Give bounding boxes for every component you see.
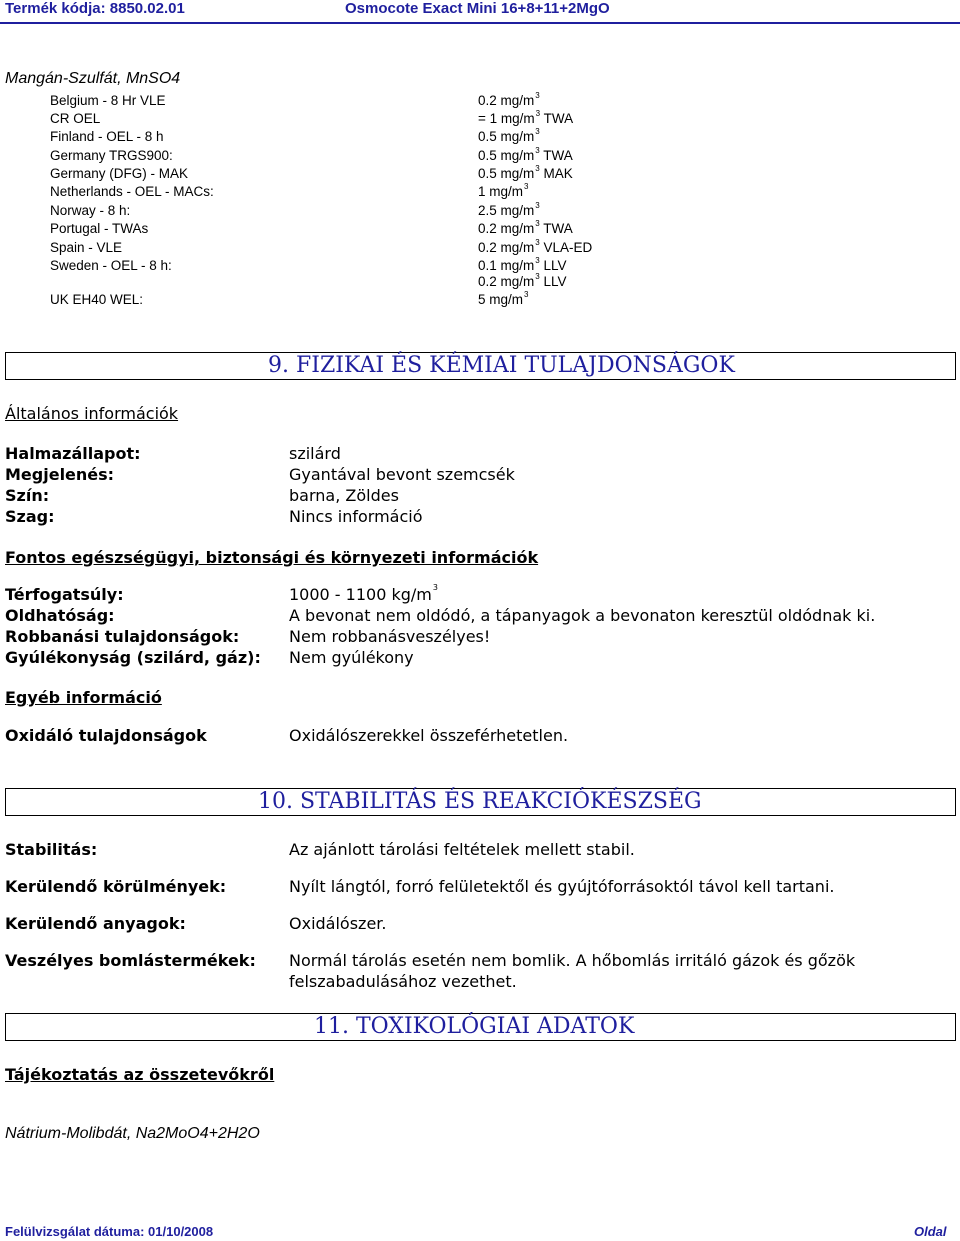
decomposition-value-line2: felszabadulásához vezethet.: [289, 972, 517, 991]
oxidizing-value: Oxidálószerekkel összeférhetetlen.: [289, 726, 569, 745]
density-value: 1000 - 1100 $kg/m^3$: [289, 583, 438, 604]
component-substance-name: Nátrium-Molibdát, Na2MoO4+2H2O: [5, 1125, 260, 1142]
section-11-header: [5, 1013, 956, 1041]
exposure-limit-country: Sweden - OEL - 8 h:: [50, 258, 172, 273]
exposure-limit-country: Finland - OEL - 8 h: [50, 129, 164, 144]
product-name: Osmocote Exact Mini 16+8+11+2MgO: [345, 0, 610, 17]
flammability-value: Nem gyúlékony: [289, 648, 414, 667]
revision-date: Felülvizsgálat dátuma: 01/10/2008: [5, 1224, 214, 1239]
exposure-limit-value: 5 $mg/m^3$: [478, 290, 529, 307]
color-label: Szín:: [5, 486, 50, 505]
exposure-limit-value: 1 $mg/m^3$: [478, 182, 529, 199]
state-value: szilárd: [289, 444, 341, 463]
exposure-limit-country: Spain - VLE: [50, 240, 123, 255]
conditions-value: Nyílt lángtól, forró felületektől és gyújtóforrásoktól távol kell tartani.: [289, 877, 835, 896]
exposure-limit-value: 2.5 $mg/m^3$: [478, 201, 540, 218]
product-code: Termék kódja: 8850.02.01: [5, 0, 185, 17]
materials-label: Kerülendő anyagok:: [5, 914, 186, 933]
section-10-header: [5, 788, 956, 816]
oxidizing-label: Oxidáló tulajdonságok: [5, 726, 207, 745]
explosive-label: Robbanási tulajdonságok:: [5, 627, 240, 646]
section-9-header: [5, 352, 956, 380]
decomposition-label: Veszélyes bomlástermékek:: [5, 951, 256, 970]
components-heading: Tájékoztatás az összetevőkről: [5, 1065, 275, 1084]
substance-name: Mangán-Szulfát, MnSO4: [5, 70, 181, 87]
page-label: Oldal: [914, 1224, 947, 1239]
exposure-limit-country: Norway - 8 h:: [50, 203, 131, 218]
exposure-limit-value: 0.2 $mg/m^3$: [478, 91, 540, 108]
section-9-title: 9. FIZIKAI ÉS KÉMIAI TULAJDONSÁGOK: [268, 353, 735, 378]
exposure-limit-value: 0.2 $mg/m^3$ VLA-ED: [478, 238, 593, 255]
exposure-limit-country: CR OEL: [50, 111, 101, 126]
explosive-value: Nem robbanásveszélyes!: [289, 627, 491, 646]
general-info-heading: Általános információk: [5, 404, 179, 423]
exposure-limit-value: 0.2 $mg/m^3$ LLV: [478, 272, 567, 289]
odor-label: Szag:: [5, 507, 55, 526]
materials-value: Oxidálószer.: [289, 914, 387, 933]
exposure-limit-country: UK EH40 WEL:: [50, 292, 144, 307]
solubility-value: A bevonat nem oldódó, a tápanyagok a bevonaton keresztül oldódnak ki.: [289, 606, 876, 625]
stability-label: Stabilitás:: [5, 840, 98, 859]
exposure-limit-country: Portugal - TWAs: [50, 221, 149, 236]
exposure-limit-country: Germany TRGS900:: [50, 148, 173, 163]
exposure-limit-value: 0.1 $mg/m^3$ LLV: [478, 256, 567, 273]
header-rule: [0, 22, 960, 24]
state-label: Halmazállapot:: [5, 444, 141, 463]
odor-value: Nincs információ: [289, 507, 423, 526]
important-info-heading: Fontos egészségügyi, biztonsági és környezeti információk: [5, 548, 539, 567]
exposure-limit-value: 0.5 $mg/m^3$ MAK: [478, 164, 573, 181]
section-10-title: 10. STABILITÁS ÉS REAKCIÓKÉSZSÉG: [258, 789, 702, 814]
appearance-value: Gyantával bevont szemcsék: [289, 465, 515, 484]
section-11-title: 11. TOXIKOLÓGIAI ADATOK: [314, 1014, 635, 1039]
exposure-limit-country: Germany (DFG) - MAK: [50, 166, 189, 181]
exposure-limit-value: 0.5 $mg/m^3$ TWA: [478, 146, 573, 163]
exposure-limit-country: Belgium - 8 Hr VLE: [50, 93, 166, 108]
flammability-label: Gyúlékonyság (szilárd, gáz):: [5, 648, 261, 667]
density-label: Térfogatsúly:: [5, 585, 124, 604]
color-value: barna, Zöldes: [289, 486, 399, 505]
other-info-heading: Egyéb információ: [5, 688, 162, 707]
exposure-limit-value: 0.5 $mg/m^3$: [478, 127, 540, 144]
conditions-label: Kerülendő körülmények:: [5, 877, 227, 896]
exposure-limit-value: = 1 $mg/m^3$ TWA: [478, 109, 574, 126]
appearance-label: Megjelenés:: [5, 465, 115, 484]
decomposition-value-line1: Normál tárolás esetén nem bomlik. A hőbomlás irritáló gázok és gőzök: [289, 951, 856, 970]
stability-value: Az ajánlott tárolási feltételek mellett stabil.: [289, 840, 635, 859]
exposure-limit-country: Netherlands - OEL - MACs:: [50, 184, 214, 199]
exposure-limit-value: 0.2 $mg/m^3$ TWA: [478, 219, 573, 236]
solubility-label: Oldhatóság:: [5, 606, 115, 625]
